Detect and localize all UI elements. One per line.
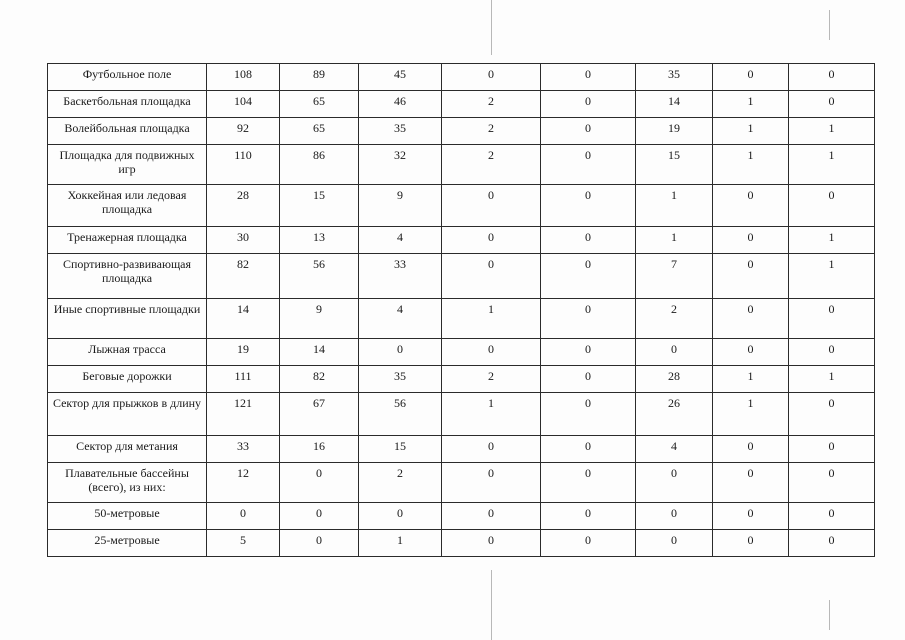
value-cell: 15 bbox=[280, 185, 359, 227]
value-cell: 33 bbox=[207, 436, 280, 463]
value-cell: 0 bbox=[541, 339, 636, 366]
value-cell: 0 bbox=[541, 463, 636, 503]
value-cell: 1 bbox=[442, 393, 541, 436]
facility-name-cell: Плавательные бассейны (всего), из них: bbox=[48, 463, 207, 503]
facility-name-cell: Тренажерная площадка bbox=[48, 227, 207, 254]
value-cell: 0 bbox=[541, 254, 636, 299]
value-cell: 0 bbox=[789, 436, 875, 463]
value-cell: 56 bbox=[280, 254, 359, 299]
value-cell: 0 bbox=[541, 64, 636, 91]
table-row bbox=[48, 91, 875, 118]
facility-name-cell: Хоккейная или ледовая площадка bbox=[48, 185, 207, 227]
table-row bbox=[48, 64, 875, 91]
value-cell: 0 bbox=[713, 503, 789, 530]
value-cell: 0 bbox=[789, 530, 875, 557]
table-row bbox=[48, 339, 875, 366]
value-cell: 86 bbox=[280, 145, 359, 185]
value-cell: 0 bbox=[713, 530, 789, 557]
facility-name-cell: 25-метровые bbox=[48, 530, 207, 557]
value-cell: 1 bbox=[636, 227, 713, 254]
facility-name-cell: 50-метровые bbox=[48, 503, 207, 530]
value-cell: 0 bbox=[280, 463, 359, 503]
facility-name-cell: Лыжная трасса bbox=[48, 339, 207, 366]
value-cell: 0 bbox=[541, 366, 636, 393]
value-cell: 2 bbox=[636, 299, 713, 339]
value-cell: 35 bbox=[359, 366, 442, 393]
value-cell: 15 bbox=[636, 145, 713, 185]
value-cell: 4 bbox=[359, 227, 442, 254]
table-row bbox=[48, 530, 875, 557]
table-row bbox=[48, 463, 875, 503]
value-cell: 0 bbox=[789, 185, 875, 227]
value-cell: 0 bbox=[789, 339, 875, 366]
table-row bbox=[48, 227, 875, 254]
table-body bbox=[48, 64, 875, 557]
value-cell: 0 bbox=[207, 503, 280, 530]
value-cell: 0 bbox=[442, 185, 541, 227]
value-cell: 1 bbox=[789, 366, 875, 393]
value-cell: 0 bbox=[442, 503, 541, 530]
facility-name-cell: Спортивно-развивающая площадка bbox=[48, 254, 207, 299]
value-cell: 30 bbox=[207, 227, 280, 254]
value-cell: 5 bbox=[207, 530, 280, 557]
value-cell: 1 bbox=[359, 530, 442, 557]
value-cell: 0 bbox=[713, 227, 789, 254]
value-cell: 0 bbox=[789, 64, 875, 91]
value-cell: 0 bbox=[541, 227, 636, 254]
value-cell: 104 bbox=[207, 91, 280, 118]
value-cell: 0 bbox=[541, 299, 636, 339]
value-cell: 26 bbox=[636, 393, 713, 436]
value-cell: 0 bbox=[636, 463, 713, 503]
value-cell: 1 bbox=[713, 91, 789, 118]
value-cell: 14 bbox=[636, 91, 713, 118]
value-cell: 0 bbox=[636, 339, 713, 366]
value-cell: 0 bbox=[280, 503, 359, 530]
value-cell: 0 bbox=[442, 227, 541, 254]
scan-artifact-line bbox=[491, 0, 492, 55]
value-cell: 2 bbox=[442, 91, 541, 118]
value-cell: 0 bbox=[636, 503, 713, 530]
facility-name-cell: Футбольное поле bbox=[48, 64, 207, 91]
value-cell: 89 bbox=[280, 64, 359, 91]
table-row bbox=[48, 393, 875, 436]
value-cell: 0 bbox=[359, 339, 442, 366]
value-cell: 121 bbox=[207, 393, 280, 436]
value-cell: 0 bbox=[713, 339, 789, 366]
value-cell: 0 bbox=[713, 185, 789, 227]
value-cell: 0 bbox=[789, 503, 875, 530]
value-cell: 16 bbox=[280, 436, 359, 463]
value-cell: 0 bbox=[541, 145, 636, 185]
table-row bbox=[48, 366, 875, 393]
table-row bbox=[48, 145, 875, 185]
table-row bbox=[48, 185, 875, 227]
value-cell: 92 bbox=[207, 118, 280, 145]
value-cell: 0 bbox=[636, 530, 713, 557]
value-cell: 9 bbox=[280, 299, 359, 339]
value-cell: 2 bbox=[442, 145, 541, 185]
value-cell: 19 bbox=[207, 339, 280, 366]
value-cell: 4 bbox=[359, 299, 442, 339]
value-cell: 1 bbox=[442, 299, 541, 339]
scan-artifact-line bbox=[829, 10, 830, 40]
value-cell: 0 bbox=[789, 463, 875, 503]
facility-name-cell: Площадка для подвижных игр bbox=[48, 145, 207, 185]
value-cell: 32 bbox=[359, 145, 442, 185]
value-cell: 33 bbox=[359, 254, 442, 299]
value-cell: 0 bbox=[541, 393, 636, 436]
value-cell: 0 bbox=[541, 118, 636, 145]
value-cell: 2 bbox=[359, 463, 442, 503]
value-cell: 108 bbox=[207, 64, 280, 91]
value-cell: 0 bbox=[541, 530, 636, 557]
facility-name-cell: Сектор для прыжков в длину bbox=[48, 393, 207, 436]
value-cell: 14 bbox=[280, 339, 359, 366]
value-cell: 0 bbox=[442, 463, 541, 503]
value-cell: 1 bbox=[789, 227, 875, 254]
value-cell: 0 bbox=[713, 436, 789, 463]
value-cell: 35 bbox=[359, 118, 442, 145]
value-cell: 0 bbox=[442, 254, 541, 299]
value-cell: 65 bbox=[280, 91, 359, 118]
value-cell: 28 bbox=[636, 366, 713, 393]
value-cell: 0 bbox=[442, 530, 541, 557]
value-cell: 0 bbox=[442, 339, 541, 366]
facility-name-cell: Иные спортивные площадки bbox=[48, 299, 207, 339]
value-cell: 0 bbox=[359, 503, 442, 530]
table-row bbox=[48, 254, 875, 299]
value-cell: 2 bbox=[442, 118, 541, 145]
facility-name-cell: Беговые дорожки bbox=[48, 366, 207, 393]
value-cell: 15 bbox=[359, 436, 442, 463]
value-cell: 0 bbox=[442, 436, 541, 463]
value-cell: 1 bbox=[789, 145, 875, 185]
value-cell: 14 bbox=[207, 299, 280, 339]
table-row bbox=[48, 299, 875, 339]
value-cell: 82 bbox=[207, 254, 280, 299]
value-cell: 13 bbox=[280, 227, 359, 254]
facility-name-cell: Баскетбольная площадка bbox=[48, 91, 207, 118]
value-cell: 9 bbox=[359, 185, 442, 227]
facility-name-cell: Сектор для метания bbox=[48, 436, 207, 463]
value-cell: 67 bbox=[280, 393, 359, 436]
value-cell: 1 bbox=[713, 145, 789, 185]
value-cell: 0 bbox=[789, 299, 875, 339]
value-cell: 7 bbox=[636, 254, 713, 299]
value-cell: 35 bbox=[636, 64, 713, 91]
value-cell: 45 bbox=[359, 64, 442, 91]
value-cell: 1 bbox=[713, 118, 789, 145]
value-cell: 0 bbox=[442, 64, 541, 91]
value-cell: 1 bbox=[789, 254, 875, 299]
value-cell: 110 bbox=[207, 145, 280, 185]
value-cell: 0 bbox=[713, 64, 789, 91]
value-cell: 0 bbox=[789, 91, 875, 118]
value-cell: 82 bbox=[280, 366, 359, 393]
value-cell: 65 bbox=[280, 118, 359, 145]
value-cell: 12 bbox=[207, 463, 280, 503]
value-cell: 0 bbox=[541, 91, 636, 118]
value-cell: 0 bbox=[280, 530, 359, 557]
value-cell: 2 bbox=[442, 366, 541, 393]
table-row bbox=[48, 436, 875, 463]
table-row bbox=[48, 503, 875, 530]
value-cell: 1 bbox=[789, 118, 875, 145]
value-cell: 1 bbox=[713, 393, 789, 436]
sports-facilities-table bbox=[47, 63, 875, 557]
value-cell: 4 bbox=[636, 436, 713, 463]
value-cell: 0 bbox=[713, 254, 789, 299]
value-cell: 19 bbox=[636, 118, 713, 145]
value-cell: 0 bbox=[541, 503, 636, 530]
value-cell: 28 bbox=[207, 185, 280, 227]
value-cell: 111 bbox=[207, 366, 280, 393]
facility-name-cell: Волейбольная площадка bbox=[48, 118, 207, 145]
value-cell: 0 bbox=[541, 185, 636, 227]
value-cell: 0 bbox=[713, 463, 789, 503]
value-cell: 0 bbox=[713, 299, 789, 339]
table-row bbox=[48, 118, 875, 145]
value-cell: 46 bbox=[359, 91, 442, 118]
scan-artifact-line bbox=[491, 570, 492, 640]
value-cell: 1 bbox=[713, 366, 789, 393]
scan-artifact-line bbox=[829, 600, 830, 630]
value-cell: 1 bbox=[636, 185, 713, 227]
value-cell: 56 bbox=[359, 393, 442, 436]
value-cell: 0 bbox=[541, 436, 636, 463]
value-cell: 0 bbox=[789, 393, 875, 436]
